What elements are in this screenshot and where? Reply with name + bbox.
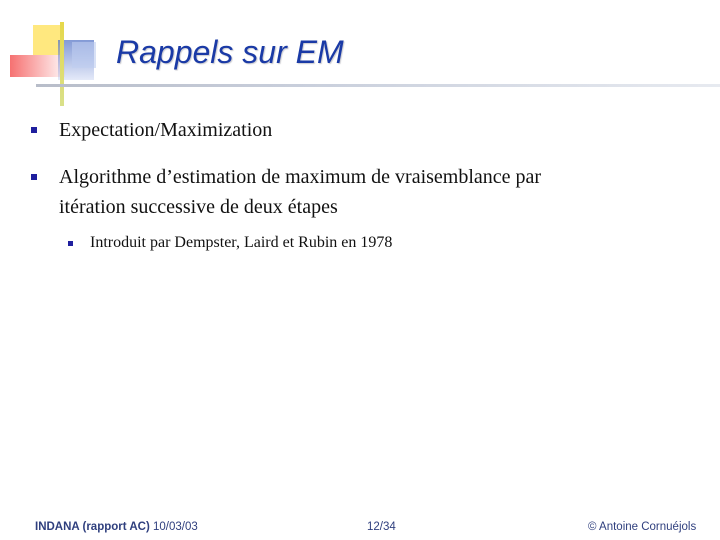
- decor-red-bar: [10, 55, 65, 77]
- footer-project: INDANA (rapport AC): [35, 521, 150, 533]
- bullet-text: Algorithme d’estimation de maximum de vraisemblance par: [59, 166, 542, 188]
- sub-bullet-text: Introduit par Dempster, Laird et Rubin en 1978: [90, 234, 393, 251]
- decor-lightblue-square: [72, 42, 96, 68]
- footer-page-number: 12/34: [367, 521, 396, 533]
- page-title: Rappels sur EM: [116, 34, 344, 70]
- decor-vertical-line: [60, 22, 64, 106]
- footer-author: © Antoine Cornuéjols: [588, 521, 697, 533]
- title-underline: [36, 84, 720, 87]
- bullet-text: Expectation/Maximization: [59, 119, 273, 141]
- footer-date: 10/03/03: [152, 521, 198, 533]
- footer-left: [35, 521, 198, 533]
- bullet-marker-icon: [31, 174, 37, 180]
- bullet-marker-icon: [31, 127, 37, 133]
- sub-bullet-marker-icon: [68, 241, 73, 246]
- bullet-text-continuation: itération successive de deux étapes: [59, 196, 338, 218]
- decor-yellow-square: [33, 25, 61, 55]
